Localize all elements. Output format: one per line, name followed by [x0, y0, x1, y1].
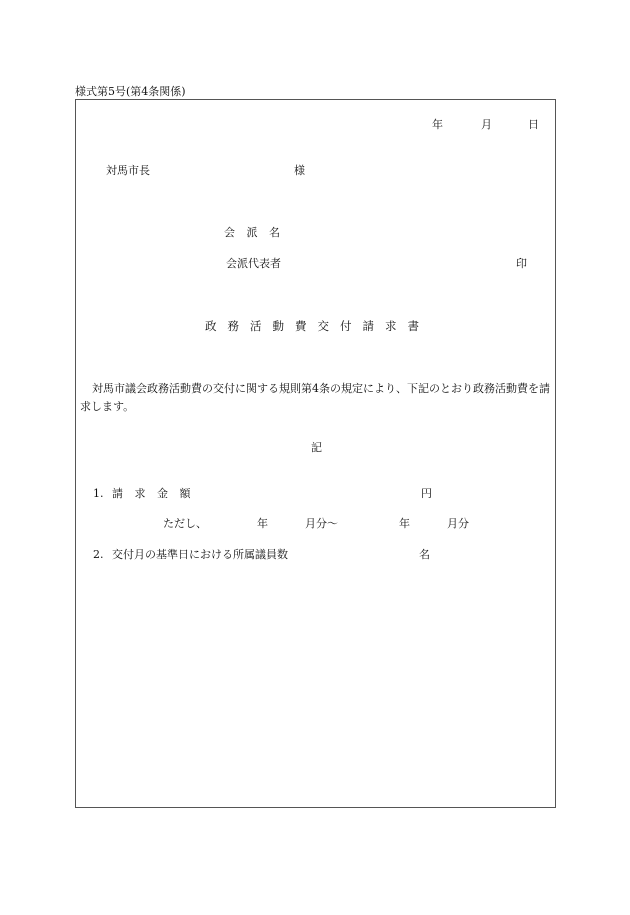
addressee-name: 対馬市長 — [106, 164, 150, 177]
item-1-number: 1. — [93, 487, 104, 500]
representative-label: 会派代表者 — [226, 257, 281, 270]
date-day: 日 — [528, 118, 539, 131]
period-month-to: 月分 — [447, 517, 469, 530]
item-2-number: 2. — [93, 548, 104, 561]
period-year-to: 年 — [399, 517, 410, 530]
faction-name-label: 会 派 名 — [224, 226, 284, 239]
item-1-unit: 円 — [421, 487, 432, 500]
form-label: 様式第5号(第4条関係) — [75, 85, 186, 98]
period-month-from: 月分～ — [305, 517, 338, 530]
document-title: 政務活動費交付請求書 — [205, 319, 430, 333]
ki-heading: 記 — [311, 441, 322, 454]
period-year-from: 年 — [257, 517, 268, 530]
seal-mark: 印 — [516, 257, 527, 270]
period-intro: ただし、 — [163, 517, 207, 530]
addressee-honorific: 様 — [294, 164, 305, 177]
date-month: 月 — [481, 118, 492, 131]
request-body: 対馬市議会政務活動費の交付に関する規則第4条の規定により、下記のとおり政務活動費を請求します。 — [80, 382, 550, 413]
item-1-label: 請 求 金 額 — [112, 487, 195, 500]
item-2-label: 交付月の基準日における所属議員数 — [112, 548, 288, 561]
date-year: 年 — [432, 118, 443, 131]
item-2-unit: 名 — [419, 548, 430, 561]
